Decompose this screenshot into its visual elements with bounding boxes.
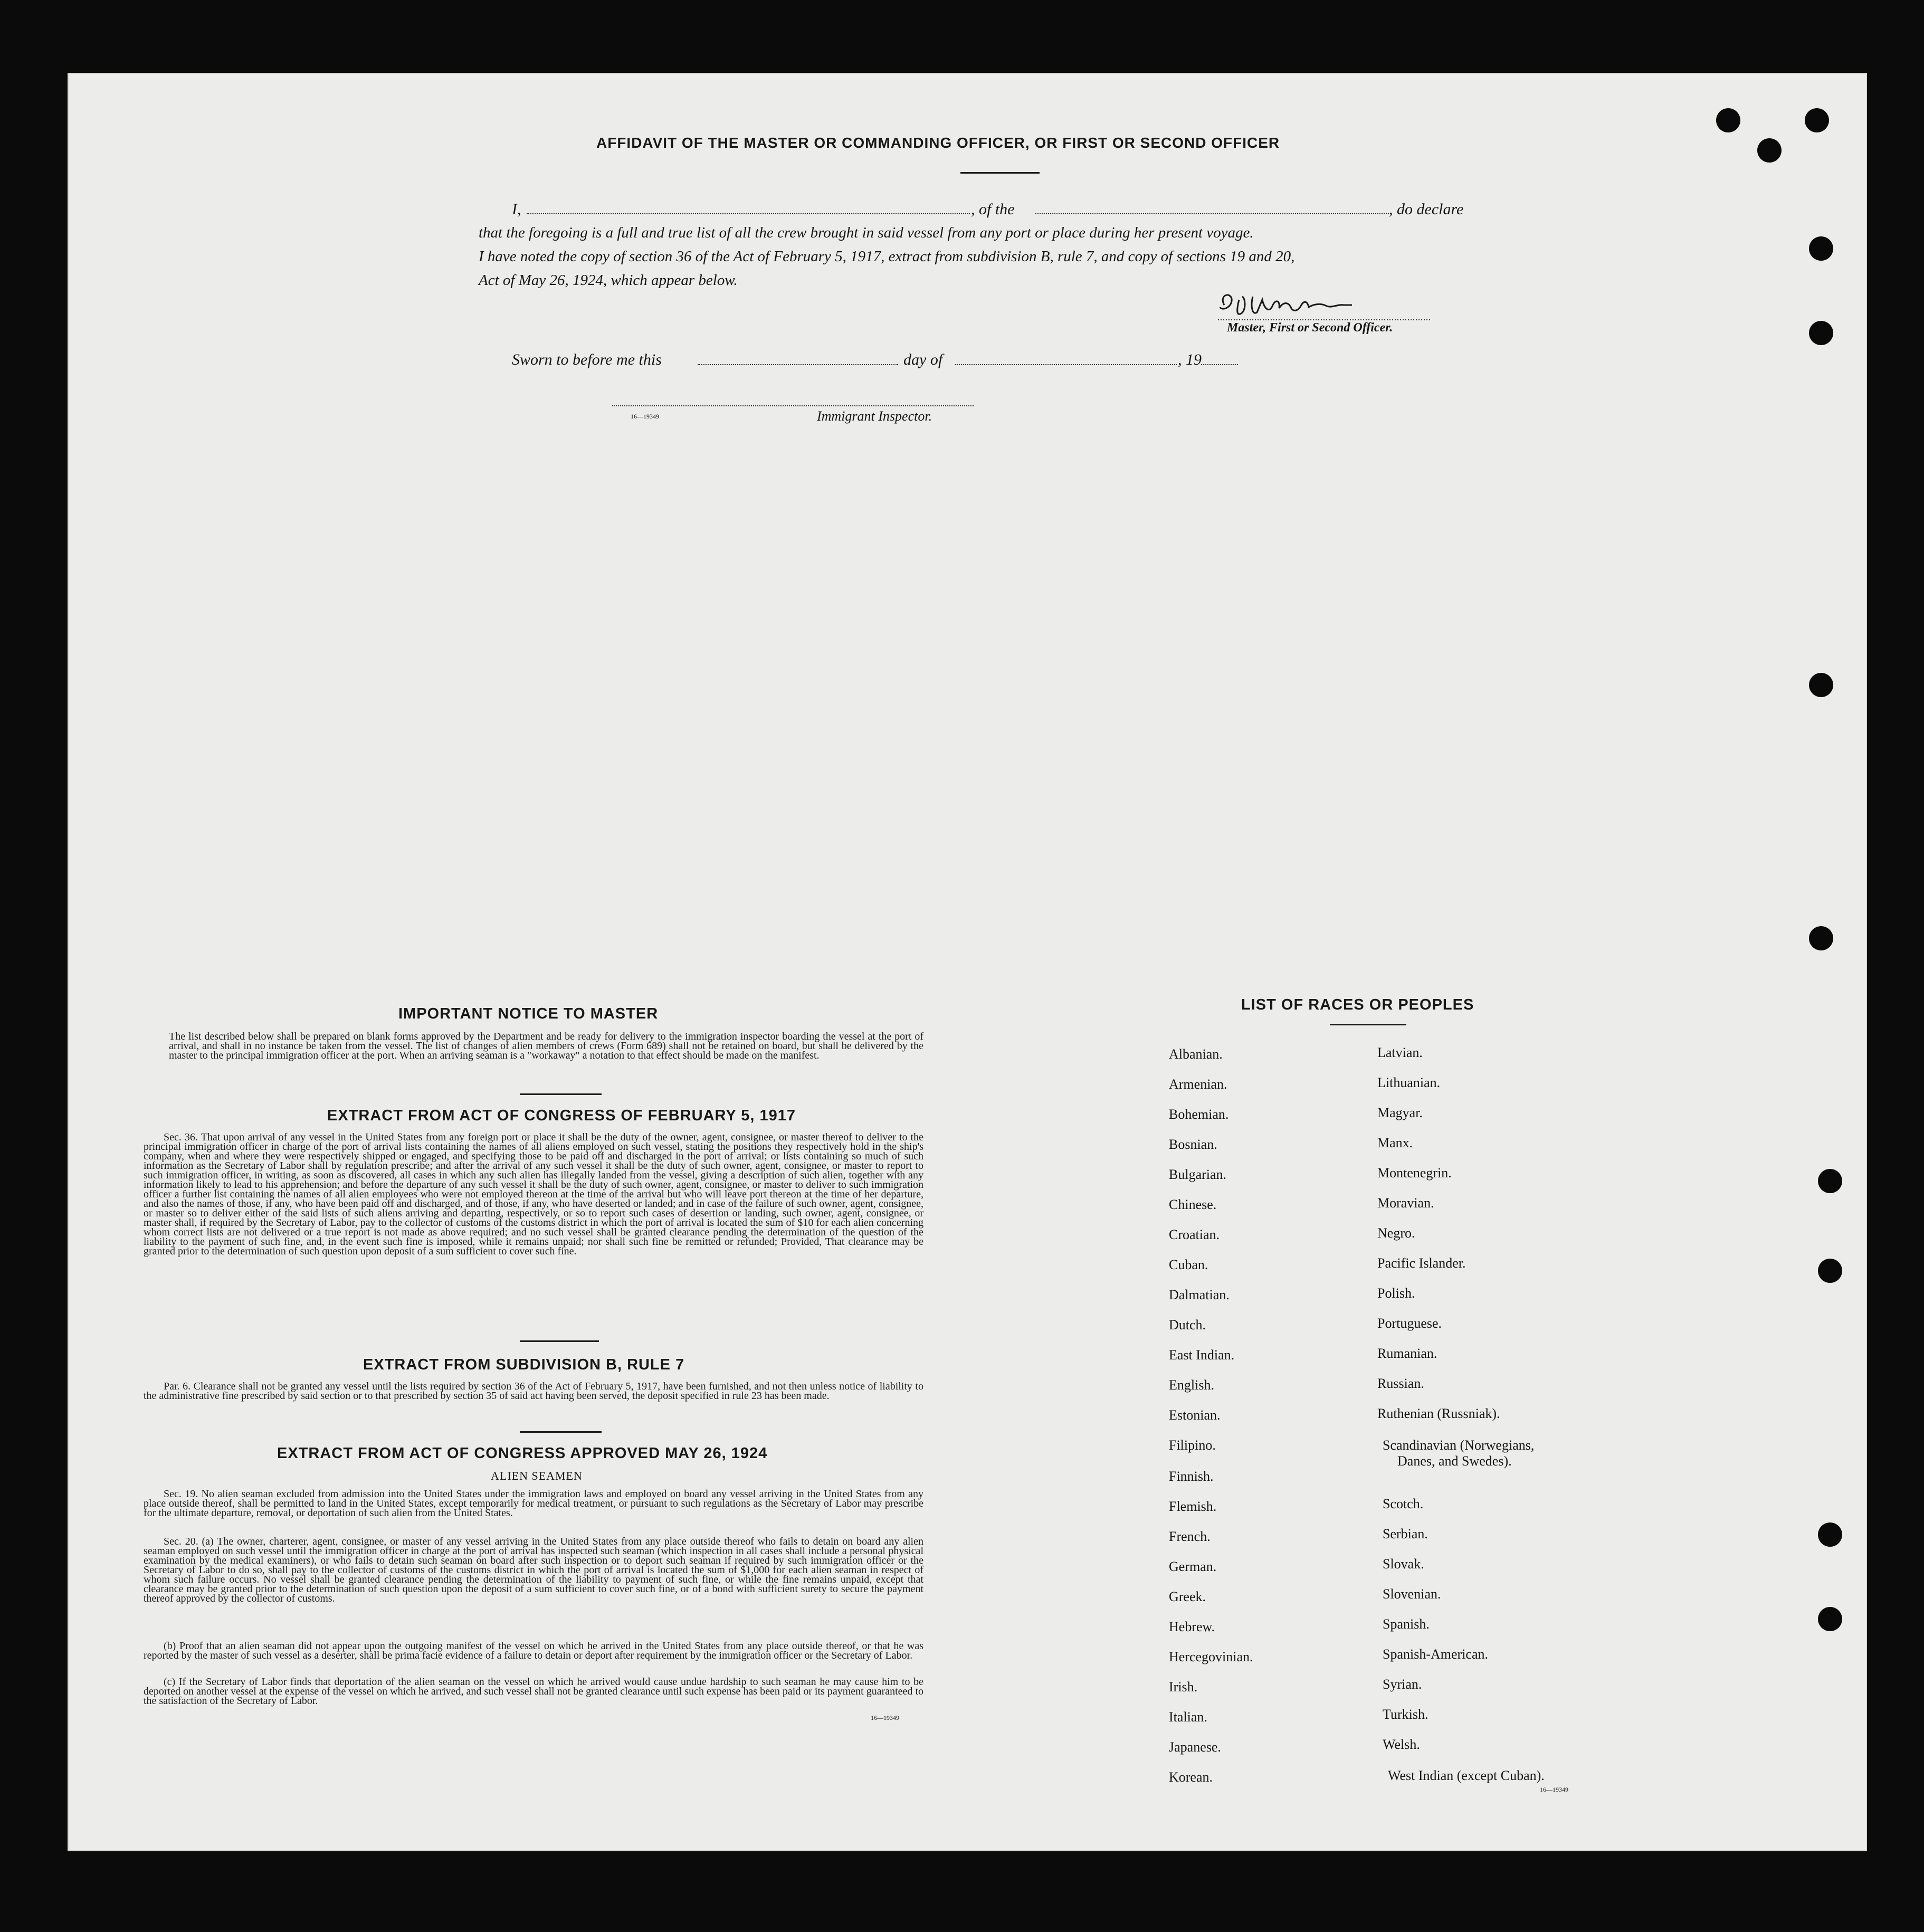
- punch-hole: [1818, 1169, 1842, 1193]
- race-right-item: Syrian.: [1383, 1677, 1422, 1692]
- race-left-item: Bulgarian.: [1169, 1167, 1227, 1182]
- race-right-item: Spanish-American.: [1383, 1647, 1489, 1662]
- race-right-item: Magyar.: [1377, 1105, 1423, 1120]
- race-right-item: Lithuanian.: [1377, 1075, 1441, 1090]
- sec20c-text: (c) If the Secretary of Labor finds that deportation of the alien seaman on the vessel on which he arrived would cause undue hardship to such seaman he may cause him to be deported on another vessel at the expense of the vessel on which he arrived, and such vessel shall not be granted clearance until such expense has been paid or its payment guaranteed to the satisfaction of the Secretary of Labor.: [144, 1676, 923, 1707]
- form-number: 16—19349: [631, 413, 659, 420]
- affidavit-of-the: , of the: [971, 201, 1015, 218]
- race-left-item: Italian.: [1169, 1709, 1207, 1725]
- rule7-title: EXTRACT FROM SUBDIVISION B, RULE 7: [363, 1356, 685, 1373]
- race-left-item: Finnish.: [1169, 1469, 1214, 1484]
- divider: [520, 1093, 602, 1095]
- race-right-item: Scotch.: [1383, 1496, 1424, 1511]
- divider: [520, 1431, 602, 1433]
- alien-seamen-subtitle: ALIEN SEAMEN: [491, 1469, 583, 1482]
- race-left-item: Flemish.: [1169, 1499, 1217, 1514]
- sworn-year-field[interactable]: [1201, 364, 1238, 365]
- punch-hole: [1809, 321, 1833, 345]
- divider: [520, 1340, 599, 1342]
- divider: [1330, 1024, 1406, 1025]
- extract-1924-title: EXTRACT FROM ACT OF CONGRESS APPROVED MAY 26, 1924: [277, 1445, 768, 1462]
- punch-hole: [1716, 108, 1740, 132]
- race-left-item: Hercegovinian.: [1169, 1649, 1253, 1664]
- race-left-item: German.: [1169, 1559, 1217, 1574]
- race-right-item: Ruthenian (Russniak).: [1377, 1406, 1500, 1421]
- sec20b-text: (b) Proof that an alien seaman did not appear upon the outgoing manifest of the vessel on which he arrived in the United States from any place outside thereof, or that he was reported by the master of such vessel as a deserter, shall be prima facie evidence of a failure to detain or deport after requirement by the immigration officer or the Secretary of Labor.: [144, 1640, 923, 1661]
- divider: [960, 172, 1040, 174]
- race-right-item: Manx.: [1377, 1135, 1413, 1150]
- race-right-item: Pacific Islander.: [1377, 1255, 1466, 1271]
- punch-hole: [1805, 108, 1829, 132]
- inspector-signature-field[interactable]: [612, 405, 974, 406]
- race-right-item: Latvian.: [1377, 1045, 1423, 1060]
- races-title: LIST OF RACES OR PEOPLES: [1241, 996, 1474, 1013]
- race-left-item: Japanese.: [1169, 1739, 1221, 1755]
- race-right-item: Slovenian.: [1383, 1586, 1441, 1602]
- race-left-item: Cuban.: [1169, 1257, 1208, 1272]
- punch-hole: [1809, 236, 1833, 261]
- punch-hole: [1818, 1522, 1842, 1547]
- race-right-item: Montenegrin.: [1377, 1165, 1452, 1181]
- race-left-item: East Indian.: [1169, 1347, 1235, 1363]
- race-left-item: Hebrew.: [1169, 1619, 1215, 1634]
- race-left-item: Irish.: [1169, 1679, 1198, 1695]
- notice-title: IMPORTANT NOTICE TO MASTER: [398, 1005, 659, 1022]
- race-right-item: Moravian.: [1377, 1195, 1434, 1211]
- race-left-item: Greek.: [1169, 1589, 1206, 1604]
- sworn-day-field[interactable]: [698, 364, 898, 365]
- punch-hole: [1809, 673, 1833, 697]
- extract-1917-title: EXTRACT FROM ACT OF CONGRESS OF FEBRUARY 5, 1917: [327, 1107, 796, 1124]
- race-right-item: Russian.: [1377, 1376, 1424, 1391]
- punch-hole: [1818, 1259, 1842, 1283]
- race-left-item: Bosnian.: [1169, 1137, 1217, 1152]
- affidavit-declare: , do declare: [1389, 201, 1464, 218]
- vessel-name-field[interactable]: [1035, 213, 1389, 214]
- race-left-item: French.: [1169, 1529, 1211, 1544]
- notice-text: The list described below shall be prepared on blank forms approved by the Department and be ready for delivery to the immigration inspector boarding the vessel at the port of arrival, and shall in no instance be taken from the vessel. The list of changes of alien members of crews (Form 689) shall not be retained on board, but shall be delivered by the master to the principal immigration officer at the port. When an arriving seaman is a "workaway" a notation to that effect should be made on the manifest.: [169, 1031, 923, 1061]
- race-right-item: Welsh.: [1383, 1737, 1420, 1752]
- race-left-item: Chinese.: [1169, 1197, 1217, 1212]
- affidavit-i: I,: [512, 201, 521, 218]
- sec20a-text: Sec. 20. (a) The owner, charterer, agent, consignee, or master of any vessel arriving in the United States from any place outside thereof who fails to detain on board any alien seaman employed on such vessel until the immigration officer in charge at the port of arrival has inspected such seaman (which inspection in all cases shall include a personal physical examination by the medical examiners), or who fails to detain such seaman on board after such inspection or to deport such seaman if required by such immigration officer or the Secretary of Labor to do so, shall pay to the collector of customs of the customs district in which the port of arrival is located the sum of $1,000 for each alien seaman in respect of whom such failure occurs. No vessel shall be granted clearance pending the determination of the liability to payment of such fine, or while the fine remains unpaid, except that clearance may be granted prior to the determination of such question upon the deposit of a sum sufficient to cover such fine, or of a bond with sufficient surety to secure the payment thereof approved by the collector of customs.: [144, 1536, 923, 1604]
- race-right-item: West Indian (except Cuban).: [1388, 1768, 1545, 1783]
- sworn-month-field[interactable]: [955, 364, 1177, 365]
- race-right-item: Slovak.: [1383, 1556, 1424, 1572]
- sec19-text: Sec. 19. No alien seaman excluded from admission into the United States under the immigration laws and employed on board any vessel arriving in the United States from any place outside thereof, shall be permitted to land in the United States, except temporarily for medical treatment, or pursuant to such regulations as the Secretary of Labor may prescribe for the ultimate departure, removal, or deportation of such alien from the United States.: [144, 1488, 923, 1519]
- race-right-item: Serbian.: [1383, 1526, 1428, 1541]
- affidavit-line2: that the foregoing is a full and true list of all the crew brought in said vessel from any port or place during her present voyage.: [479, 224, 1254, 241]
- race-left-item: Korean.: [1169, 1769, 1213, 1785]
- race-right-item: Rumanian.: [1377, 1346, 1437, 1361]
- form-number: 16—19349: [871, 1714, 899, 1721]
- race-left-item: Dutch.: [1169, 1317, 1206, 1333]
- race-left-item: Albanian.: [1169, 1046, 1223, 1062]
- inspector-label: Immigrant Inspector.: [817, 408, 932, 424]
- race-left-item: Armenian.: [1169, 1077, 1227, 1092]
- affidavit-line3: I have noted the copy of section 36 of the Act of February 5, 1917, extract from subdivision B, rule 7, and copy of sections 19 and 20,: [479, 248, 1295, 265]
- race-left-item: English.: [1169, 1377, 1214, 1393]
- affidavit-line4: Act of May 26, 1924, which appear below.: [479, 272, 738, 289]
- year-label: , 19: [1178, 351, 1202, 368]
- race-right-item: Turkish.: [1383, 1707, 1428, 1722]
- master-name-field[interactable]: [527, 213, 970, 214]
- race-left-item: Dalmatian.: [1169, 1287, 1230, 1302]
- signature-caption: Master, First or Second Officer.: [1227, 321, 1393, 335]
- race-right-item: Scandinavian (Norwegians,: [1383, 1438, 1535, 1453]
- punch-hole: [1809, 926, 1833, 950]
- sworn-label: Sworn to before me this: [512, 351, 662, 368]
- race-right-item: Portuguese.: [1377, 1316, 1442, 1331]
- extract-1917-text: Sec. 36. That upon arrival of any vessel in the United States from any foreign port or place it shall be the duty of the owner, agent, consignee, or master thereof to deliver to the principal immigration officer in charge of the port of arrival lists containing the names of all aliens employed on such vessel, stating the positions they respectively hold in the ship's company, when and where they were respectively shipped or engaged, and specifying those to be paid off and discharged in the port of arrival; or lists containing so much of such information as the Secretary of Labor shall by regulation prescribe; and after the arrival of any such vessel it shall be the duty of such owner, agent, consignee, or master to report to such immigration officer, in writing, as soon as discovered, all cases in which any such alien has illegally landed from the vessel, giving a description of such alien, together with any information likely to lead to his apprehension; and before the departure of any such vessel it shall be the duty of such owner, agent, consignee, or master to deliver to such immigration officer a further list containing the names of all alien employees who were not employed thereon at the time of the arrival but who will leave port thereon at the time of her departure, and also the names of those, if any, who have been paid off and discharged, and of those, if any, who have deserted or landed; and in case of the failure of such owner, agent, consignee, or master so to deliver either of the said lists of such aliens arriving and departing, respectively, or so to report such cases of desertion or landing, such owner, agent, consignee, or master shall, if required by the Secretary of Labor, pay to the collector of customs of the customs district in which the port of arrival is located the sum of $10 for each alien concerning whom correct lists are not delivered or a true report is not made as above required; and no such vessel shall be granted clearance pending the determination of the question of the liability to the payment of such fine, and, in the event such fine is imposed, while it remains unpaid; nor shall such fine be remitted or refunded; Provided, That clearance may be granted prior to the determination of such question upon deposit of a sum sufficient to cover such fine.: [144, 1131, 923, 1257]
- race-left-item: Filipino.: [1169, 1438, 1216, 1453]
- race-right-item-continued: Danes, and Swedes).: [1397, 1453, 1512, 1469]
- race-right-item: Polish.: [1377, 1286, 1415, 1301]
- day-of-label: day of: [903, 351, 943, 368]
- affidavit-title: AFFIDAVIT OF THE MASTER OR COMMANDING OFFICER, OR FIRST OR SECOND OFFICER: [596, 135, 1280, 151]
- race-left-item: Croatian.: [1169, 1227, 1220, 1242]
- punch-hole: [1757, 138, 1782, 163]
- race-left-item: Estonian.: [1169, 1407, 1221, 1423]
- punch-hole: [1818, 1607, 1842, 1631]
- race-right-item: Negro.: [1377, 1225, 1415, 1241]
- race-right-item: Spanish.: [1383, 1616, 1430, 1632]
- form-number: 16—19349: [1540, 1786, 1568, 1793]
- rule7-text: Par. 6. Clearance shall not be granted any vessel until the lists required by section 36 of the Act of February 5, 1917, have been furnished, and not then unless notice of liability to the administrative fine prescribed by said section or to that prescribed by section 35 of said act having been served, the deposit specified in rule 23 has been made.: [144, 1381, 923, 1402]
- race-left-item: Bohemian.: [1169, 1107, 1229, 1122]
